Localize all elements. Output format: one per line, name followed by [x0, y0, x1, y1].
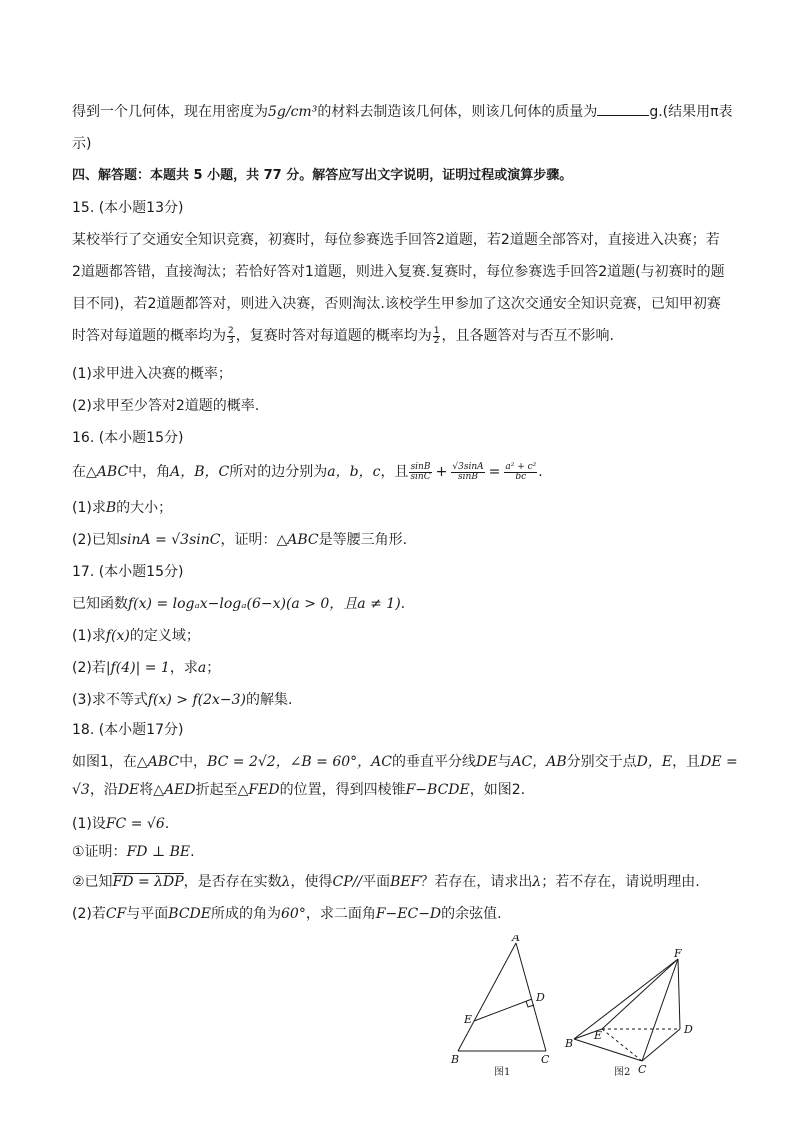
q15-title: 15. (本小题13分)	[72, 200, 184, 216]
q16-part-1: (1)求B的大小；	[72, 500, 173, 516]
q17-part-1: (1)求f(x)的定义域；	[72, 628, 200, 644]
fig1-side-ab	[458, 943, 516, 1051]
fig2-edge-bc	[574, 1039, 642, 1061]
fig1-segment-de	[474, 999, 532, 1021]
q15-line-3: 目不同)，若2道题都答对，则进入决赛，否则淘汰.该校学生甲参加了这次交通安全知识竞赛，已知甲初赛	[72, 296, 721, 312]
q15-line-4: 时答对每道题的概率均为 $\frac{2}{3}$ ，复赛时答对每道题的概率均为 $\frac{1}{2}$ ，且各题答对与否互不影响.	[72, 325, 614, 346]
figures-svg	[446, 935, 716, 1085]
fig2-caption: 图2	[614, 1067, 631, 1078]
q18-line-1: 如图1，在△ABC中，BC = 2√2，∠B = 60°，AC的垂直平分线DE与AC，AB分别交于点D，E，且DE =	[72, 754, 738, 770]
fig2-edge-fb	[574, 959, 678, 1039]
fraction-sqrt3sina-sinb: $\frac{√3\sin A}{\sin B}$	[452, 461, 484, 482]
q16-title: 16. (本小题15分)	[72, 430, 184, 446]
fig2-label-b: B	[565, 1037, 574, 1050]
fig1-caption: 图1	[494, 1067, 511, 1078]
fig2-edge-fd	[678, 959, 680, 1029]
q15-line-1: 某校举行了交通安全知识竞赛，初赛时，每位参赛选手回答2道题，若2道题全部答对，直接进入决赛；若	[72, 232, 720, 248]
fig2-label-d: D	[684, 1023, 693, 1036]
q17-title: 17. (本小题15分)	[72, 564, 184, 580]
q17-line-1: 已知函数f(x) = logₐx−logₐ(6−x)(a > 0，且a ≠ 1).	[72, 596, 406, 612]
section-4-heading: 四、解答题：本题共 5 小题，共 77 分。解答应写出文字说明，证明过程或演算步骤。	[72, 168, 573, 183]
q15-line-2: 2道题都答错，直接淘汰；若恰好答对1道题，则进入复赛.复赛时，每位参赛选手回答2道题(与初赛时的题	[72, 264, 725, 280]
fig2-label-c: C	[638, 1063, 647, 1076]
fig1-label-b: B	[451, 1053, 460, 1066]
fig1-label-c: C	[541, 1053, 550, 1066]
q18-figures	[446, 935, 716, 1085]
q15-part-2: (2)求甲至少答对2道题的概率.	[72, 398, 260, 414]
fig2-label-f: F	[674, 947, 682, 960]
intro-line-2: 示)	[72, 136, 92, 152]
q15-part-1: (1)求甲进入决赛的概率；	[72, 366, 232, 382]
q18-title: 18. (本小题17分)	[72, 722, 184, 738]
figure-1	[458, 943, 546, 1051]
fraction-one-half: $\frac{1}{2}$	[433, 325, 440, 346]
density-value: 5g/cm³	[268, 104, 318, 120]
fig2-edge-fe	[602, 959, 678, 1029]
fraction-sinb-sinc: $\frac{\sin B}{\sin C}$	[410, 461, 431, 482]
fig2-edge-ec-dashed	[602, 1029, 642, 1061]
q18-part-2: (2)若CF与平面BCDE所成的角为60°，求二面角F−EC−D的余弦值.	[72, 906, 502, 922]
q16-line-1: 在△ABC中，角A，B，C所对的边分别为a，b，c，且 $\frac{\sin B}{\sin C}$ + $\frac{√3\sin A}{\sin B}$ = $\frac{\text{a² + c²}}{bc}$ .	[72, 461, 543, 482]
fig1-label-a: A	[512, 935, 520, 944]
q18-sub-2: ②已知FD = λDP，是否存在实数λ，使得CP//平面BEF？若存在，请求出λ；若不存在，请说明理由.	[72, 874, 700, 890]
fig1-label-e: E	[464, 1013, 473, 1026]
fig1-label-d: D	[536, 991, 545, 1004]
fraction-two-thirds: $\frac{2}{3}$	[228, 325, 234, 346]
answer-blank	[597, 103, 649, 116]
q16-part-2: (2)已知sinA = √3sinC，证明：△ABC是等腰三角形.	[72, 532, 408, 548]
intro-line-1: 得到一个几何体，现在用密度为5g/cm³的材料去制造该几何体，则该几何体的质量为 g.(结果用π表	[72, 104, 733, 120]
q18-line-2: √3，沿DE将△AED折起至△FED的位置，得到四棱锥F−BCDE，如图2.	[72, 782, 526, 798]
figure-2	[574, 959, 680, 1061]
fraction-a2c2-bc: $\frac{\text{a² + c²}}{bc}$	[505, 461, 537, 482]
q17-part-3: (3)求不等式f(x) > f(2x−3)的解集.	[72, 692, 293, 708]
q18-sub-1: ①证明：FD ⊥ BE.	[72, 844, 195, 860]
q17-part-2: (2)若|f(4)| = 1，求a；	[72, 660, 221, 676]
fig2-label-e: E	[594, 1029, 603, 1042]
q18-part-1: (1)设FC = √6.	[72, 816, 170, 832]
